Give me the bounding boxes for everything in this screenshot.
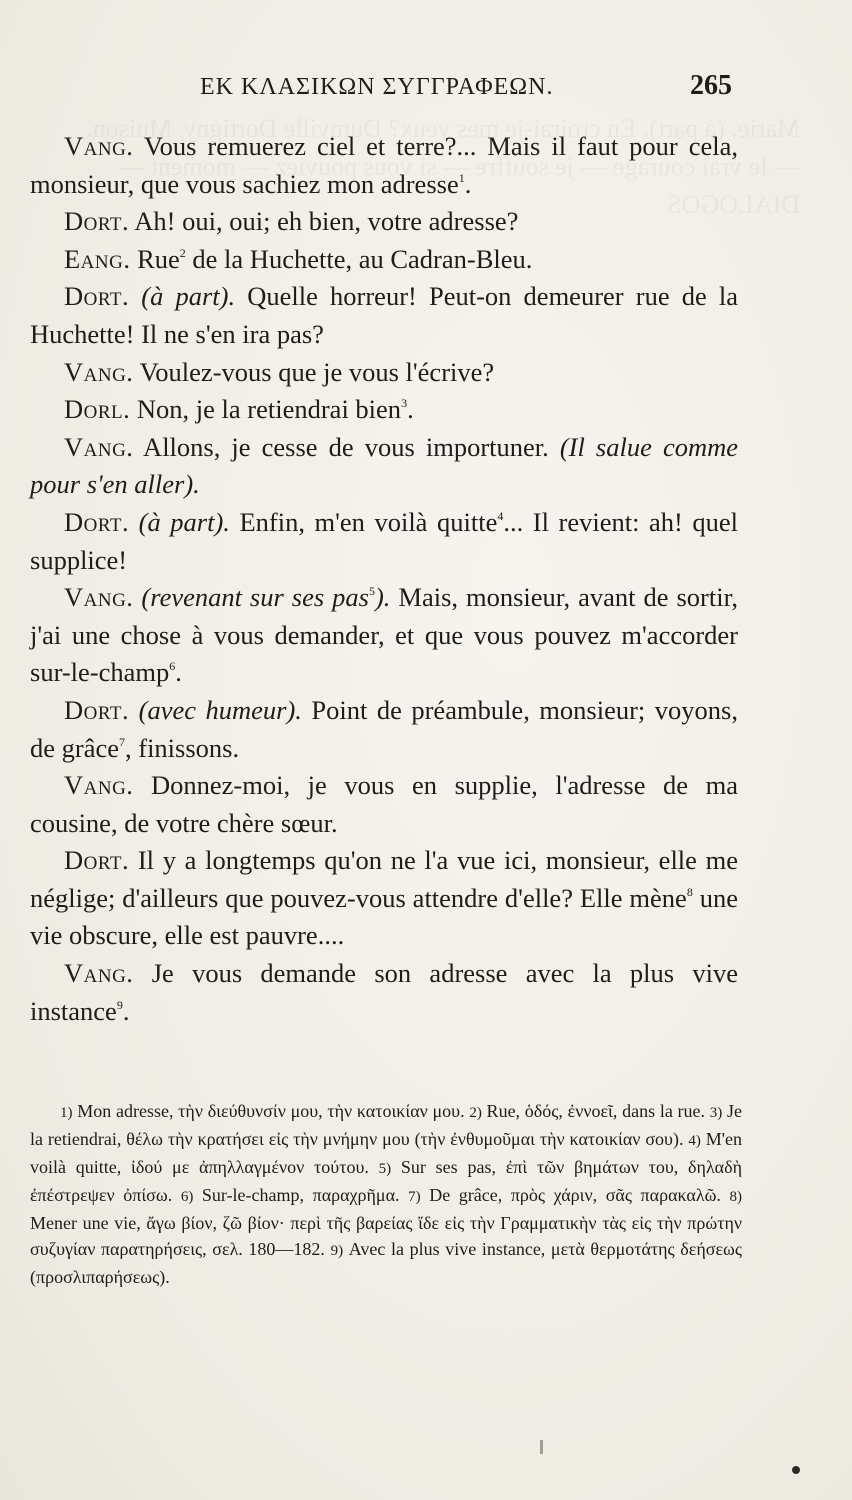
speech-text: Il y a longtemps qu'on ne l'a vue ici, monsieur, elle me néglige; d'ailleurs que pouvez-vous attendre d'elle? Elle mène xyxy=(30,845,738,913)
footnote-ref: 5 xyxy=(368,584,375,599)
speech-text: ... Il revient: ah! quel supplice! xyxy=(30,506,738,575)
speech-text: . xyxy=(407,394,414,425)
speaker-name: Vang. xyxy=(64,356,134,387)
footnote-text: Rue, ὁδός, ἐννοεῖ, dans la rue. xyxy=(481,1101,710,1121)
dialogue-paragraph xyxy=(30,579,738,692)
dialogue-paragraph xyxy=(30,203,738,241)
speech-text: Donnez-moi, je vous en supplie, l'adresse de ma cousine, de votre chère sœur. xyxy=(30,770,738,838)
speech-text: Ah! oui, oui; eh bien, votre adresse? xyxy=(129,206,519,237)
speech-text: Point de préambule, monsieur; voyons, de grâce xyxy=(30,694,738,763)
footnote-number: 2) xyxy=(469,1105,482,1121)
speech-text: de la Huchette, au Cadran-Bleu. xyxy=(185,243,533,274)
footnote-text: Sur-le-champ, παραχρῆμα. xyxy=(193,1185,409,1205)
footnote-number: 8) xyxy=(729,1189,743,1205)
speaker-name: Vang. xyxy=(64,958,134,989)
speech-text: Non, je la retiendrai bien xyxy=(130,394,402,425)
footnote-text: M'en voilà quitte, ἰδού με ἀπηλλαγμένον τούτου. xyxy=(30,1129,742,1177)
speech-text: Enfin, m'en voilà quitte xyxy=(229,506,498,537)
dialogue-paragraph xyxy=(30,391,738,429)
speech-text: Voulez-vous que je vous l'écrive? xyxy=(133,356,495,387)
speech-text: Rue xyxy=(130,243,180,274)
page-number: 265 xyxy=(690,70,732,101)
speech-text: . xyxy=(175,657,182,688)
footnote-number: 7) xyxy=(408,1189,421,1205)
footnote-ref: 2 xyxy=(179,245,186,260)
speech-text: . xyxy=(122,995,130,1026)
speaker-name: Dort. xyxy=(64,694,130,725)
footnote-text: Mon adresse, τὴν διεύθυνσίν μου, τὴν κατοικίαν μου. xyxy=(72,1101,470,1121)
printer-mark xyxy=(540,1440,543,1454)
dialogue-paragraph xyxy=(30,241,738,279)
dialogue-paragraph xyxy=(30,767,738,842)
footnote-number: 6) xyxy=(180,1189,194,1205)
footnote-text: Mener une vie, ἄγω βίον, ζῶ βίον· περὶ τῆς βαρείας ἴδε εἰς τὴν Γραμματικὴν τὰς εἰς τὴν πρώτην συζυγίαν παρατηρήσεις, σελ. 180—182. xyxy=(30,1213,742,1259)
footnote-number: 4) xyxy=(688,1133,701,1149)
footnote-ref: 3 xyxy=(401,396,408,411)
running-head xyxy=(0,70,852,110)
speech-text: une vie obscure, elle est pauvre.... xyxy=(30,882,738,951)
footnote-text: Sur ses pas, ἐπὶ τῶν βημάτων του, δηλαδὴ ἐπέστρεψεν ὀπίσω. xyxy=(30,1157,742,1205)
speaker-name: Dort. xyxy=(64,206,130,237)
dialogue-paragraph xyxy=(30,692,738,767)
stage-direction: (Il salue comme pour s'en aller). xyxy=(30,431,738,500)
speech-text: Quelle horreur! Peut-on demeurer rue de la Huchette! Il ne s'en ira pas? xyxy=(30,281,738,349)
speaker-name: Dort. xyxy=(64,281,130,312)
footnote-number: 9) xyxy=(330,1243,344,1259)
speaker-name: Vang. xyxy=(64,131,134,161)
footnote-ref: 8 xyxy=(686,884,693,899)
dialogue-paragraph xyxy=(30,278,738,353)
footnotes xyxy=(30,1098,742,1290)
dialogue-paragraph xyxy=(30,354,738,392)
speaker-name: Dort. xyxy=(64,506,130,537)
stage-direction: (avec humeur). xyxy=(129,694,302,725)
dialogue-paragraph xyxy=(30,504,738,579)
dialogue-text xyxy=(30,128,738,1030)
speaker-name: Vang. xyxy=(64,770,134,801)
running-head-title: ΕΚ ΚΛΑΣΙΚΩΝ ΣΥΓΓΡΑΦΕΩΝ. xyxy=(200,74,554,100)
speech-text: Je vous demande son adresse avec la plus vive instance xyxy=(30,958,738,1026)
stage-direction: (à part). xyxy=(129,506,230,537)
footnote-ref: 7 xyxy=(119,734,125,749)
stage-direction: ). xyxy=(374,582,391,613)
footnote-ref: 4 xyxy=(497,508,504,523)
speaker-name: Eang. xyxy=(64,243,131,274)
footnote-number: 3) xyxy=(709,1105,723,1121)
speaker-name: Vang. xyxy=(64,431,134,462)
footnote-number: 5) xyxy=(378,1161,392,1177)
dialogue-paragraph xyxy=(30,955,738,1030)
footnote-text: De grâce, πρὸς χάριν, σᾶς παρακαλῶ. xyxy=(420,1185,730,1205)
ink-dot xyxy=(792,1466,800,1474)
footnote-text: Je la retiendrai, θέλω τὴν κρατήσει εἰς τὴν μνήμην μου (τὴν ἐνθυμοῦμαι τὴν κατοικίαν σου). xyxy=(30,1101,742,1149)
dialogue-paragraph xyxy=(30,128,738,203)
speaker-name: Dorl. xyxy=(64,394,131,425)
footnote-ref: 9 xyxy=(116,997,123,1012)
footnote-number: 1) xyxy=(60,1105,73,1121)
speech-text: , finissons. xyxy=(125,732,240,763)
dialogue-paragraph xyxy=(30,429,738,504)
speech-text: Vous remuerez ciel et terre?... Mais il faut pour cela, monsieur, que vous sachiez mon adresse xyxy=(30,131,738,199)
stage-direction: (à part). xyxy=(129,281,236,312)
speech-text: . xyxy=(464,168,472,199)
footnote-text: Avec la plus vive instance, μετὰ θερμοτάτης δεήσεως (προσλιπαρήσεως). xyxy=(30,1239,743,1287)
speech-text: Mais, monsieur, avant de sortir, j'ai une chose à vous demander, et que vous pouvez m'accorder sur-le-champ xyxy=(30,582,738,688)
stage-direction: (revenant sur ses pas xyxy=(133,582,369,613)
speaker-name: Dort. xyxy=(64,845,130,876)
speaker-name: Vang. xyxy=(64,582,134,613)
footnote-ref: 6 xyxy=(169,659,176,674)
footnote-ref: 1 xyxy=(458,170,465,185)
speech-text: Allons, je cesse de vous importuner. xyxy=(133,431,560,462)
dialogue-paragraph xyxy=(30,842,738,955)
